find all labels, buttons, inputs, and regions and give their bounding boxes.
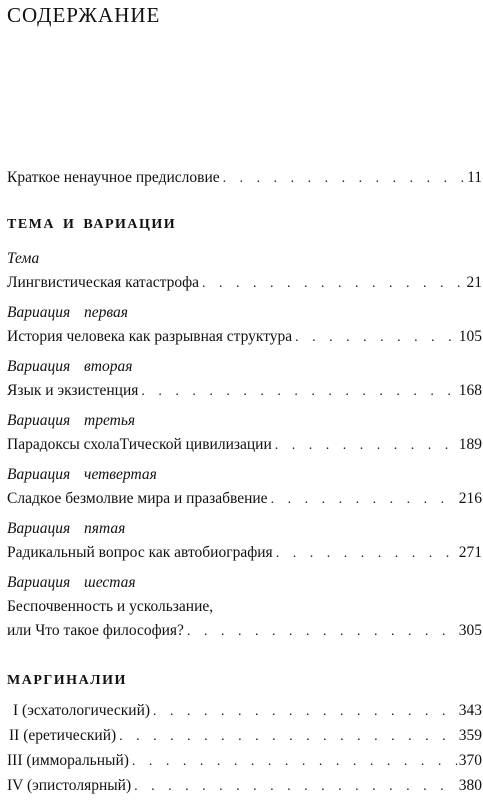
toc-leader-dots <box>119 726 457 748</box>
toc-entry-preface[interactable] <box>7 167 482 189</box>
variation-label: Вариация четвертая <box>7 466 157 483</box>
toc-leader-dots <box>295 327 457 349</box>
toc-entry[interactable] <box>7 326 482 348</box>
toc-leader-dots <box>141 381 456 403</box>
toc-entry[interactable] <box>7 620 482 642</box>
variation-label: Вариация третья <box>7 412 136 429</box>
variation-label: Вариация шестая <box>7 574 136 591</box>
variation-label: Вариация пятая <box>7 520 126 537</box>
toc-page-number: 359 <box>458 727 482 744</box>
toc-entry[interactable] <box>7 750 482 772</box>
section-heading-theme-variations: ТЕМА И ВАРИАЦИИ <box>7 217 177 232</box>
toc-entry-text: Радикальный вопрос как автобиография <box>7 544 273 561</box>
toc-entry-text: Язык и экзистенция <box>7 382 139 399</box>
toc-page-number: 305 <box>458 622 482 639</box>
toc-entry-text: II (еретический) <box>9 727 117 744</box>
toc-page-number: 21 <box>466 274 482 291</box>
toc-leader-dots <box>132 751 457 773</box>
variation-label: Вариация первая <box>7 304 129 321</box>
toc-leader-dots <box>275 435 457 457</box>
toc-leader-dots <box>202 273 464 295</box>
toc-entry-text: Краткое ненаучное предисловие <box>7 169 220 186</box>
toc-leader-dots <box>187 621 457 643</box>
toc-entry-text: I (эсхатологический) <box>13 702 151 719</box>
toc-entry[interactable] <box>7 272 482 294</box>
toc-entry-text: Парадоксы схолаТической цивилизации <box>7 436 272 453</box>
toc-page-number: 105 <box>458 328 482 345</box>
toc-entry[interactable] <box>9 725 482 747</box>
toc-entry-text: Лингвистическая катастрофа <box>7 274 200 291</box>
toc-page-number: 189 <box>458 436 482 453</box>
toc-leader-dots <box>223 168 465 190</box>
toc-entry[interactable] <box>7 488 482 510</box>
toc-page-number: 11 <box>467 169 482 186</box>
toc-entry[interactable] <box>7 775 482 797</box>
variation-label: Тема <box>7 250 40 267</box>
toc-leader-dots <box>153 701 457 723</box>
toc-page-number: 370 <box>458 752 482 769</box>
toc-page-number: 216 <box>458 490 482 507</box>
variation-label: Вариация вторая <box>7 358 133 375</box>
toc-page-number: 168 <box>458 382 482 399</box>
toc-entry[interactable] <box>7 434 482 456</box>
toc-entry-text: История человека как разрывная структура <box>7 328 293 345</box>
toc-entry-text: IV (эпистолярный) <box>7 777 132 794</box>
toc-entry-text: или Что такое философия? <box>7 622 184 639</box>
toc-entry[interactable] <box>7 542 482 564</box>
toc-leader-dots <box>134 776 457 798</box>
toc-entry-text: Сладкое безмолвие мира и празабвение <box>7 490 268 507</box>
toc-leader-dots <box>276 543 457 565</box>
toc-page-number: 380 <box>458 777 482 794</box>
toc-entry-text-line1[interactable]: Беспочвенность и ускользание, <box>7 598 214 615</box>
toc-entry[interactable] <box>13 700 482 722</box>
section-heading-marginalia: МАРГИНАЛИИ <box>7 673 127 688</box>
toc-leader-dots <box>271 489 457 511</box>
toc-entry-text: III (имморальный) <box>7 752 129 769</box>
toc-page-number: 343 <box>458 702 482 719</box>
toc-page-number: 271 <box>458 544 482 561</box>
toc-entry[interactable] <box>7 380 482 402</box>
page-title: СОДЕРЖАНИЕ <box>7 3 161 27</box>
